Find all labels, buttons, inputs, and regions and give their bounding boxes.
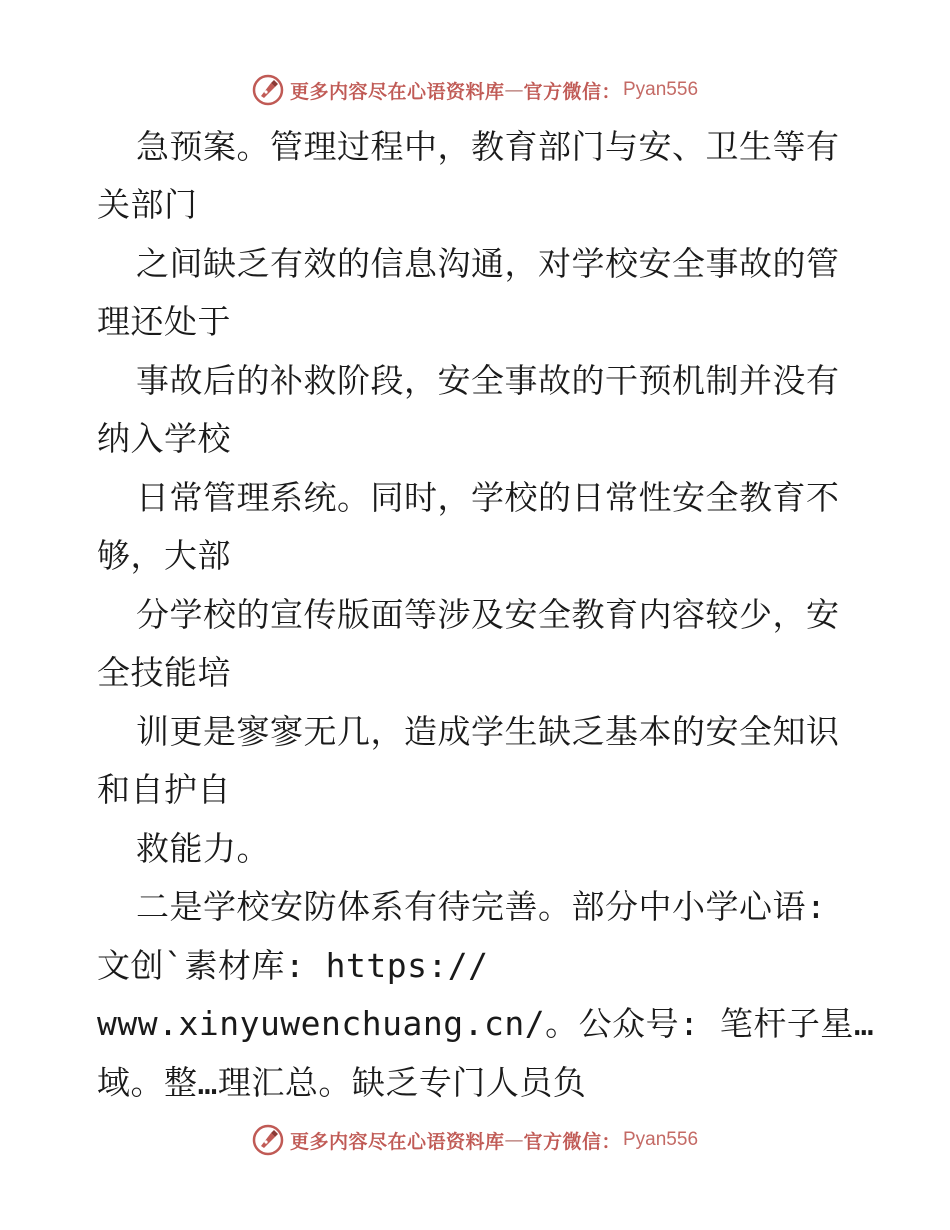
body-line: 急预案。管理过程中，教育部门与安、卫生等有 [136, 127, 840, 166]
body-line: 之间缺乏有效的信息沟通，对学校安全事故的管 [136, 244, 840, 283]
body-line: 分学校的宣传版面等涉及安全教育内容较少，安 [136, 595, 840, 634]
body-line: 纳入学校 [97, 419, 231, 458]
pen-nib-circle-icon [252, 1124, 284, 1156]
body-line: 够，大部 [97, 536, 231, 575]
banner-official-label: 官方微信： [523, 80, 621, 103]
body-line: 全技能培 [97, 653, 231, 692]
body-line: 理还处于 [97, 302, 231, 341]
banner-title: 更多内容尽在心语资料库 [289, 1130, 505, 1153]
banner-wechat-id: Pyan556 [623, 1129, 699, 1150]
body-line: www.xinyuwenchuang.cn/。公众号: 笔杆子星… [97, 1004, 875, 1043]
banner-separator: — [504, 79, 524, 101]
body-line: 文创`素材库: https:// [97, 946, 489, 985]
header-banner [0, 70, 950, 110]
body-line: 二是学校安防体系有待完善。部分中小学心语: [136, 887, 827, 926]
body-line: 和自护自 [97, 770, 231, 809]
body-line: 救能力。 [136, 829, 270, 868]
banner-separator: — [504, 1129, 524, 1151]
body-line: 事故后的补救阶段，安全事故的干预机制并没有 [136, 361, 840, 400]
body-line: 域。整…理汇总。缺乏专门人员负 [97, 1063, 587, 1102]
banner-title: 更多内容尽在心语资料库 [289, 80, 505, 103]
footer-banner [0, 1120, 950, 1160]
body-line: 训更是寥寥无几，造成学生缺乏基本的安全知识 [136, 712, 840, 751]
pen-nib-circle-icon [252, 74, 284, 106]
banner-official-label: 官方微信： [523, 1130, 621, 1153]
body-line: 关部门 [97, 185, 198, 224]
body-line: 日常管理系统。同时，学校的日常性安全教育不 [136, 478, 840, 517]
banner-wechat-id: Pyan556 [623, 79, 699, 100]
